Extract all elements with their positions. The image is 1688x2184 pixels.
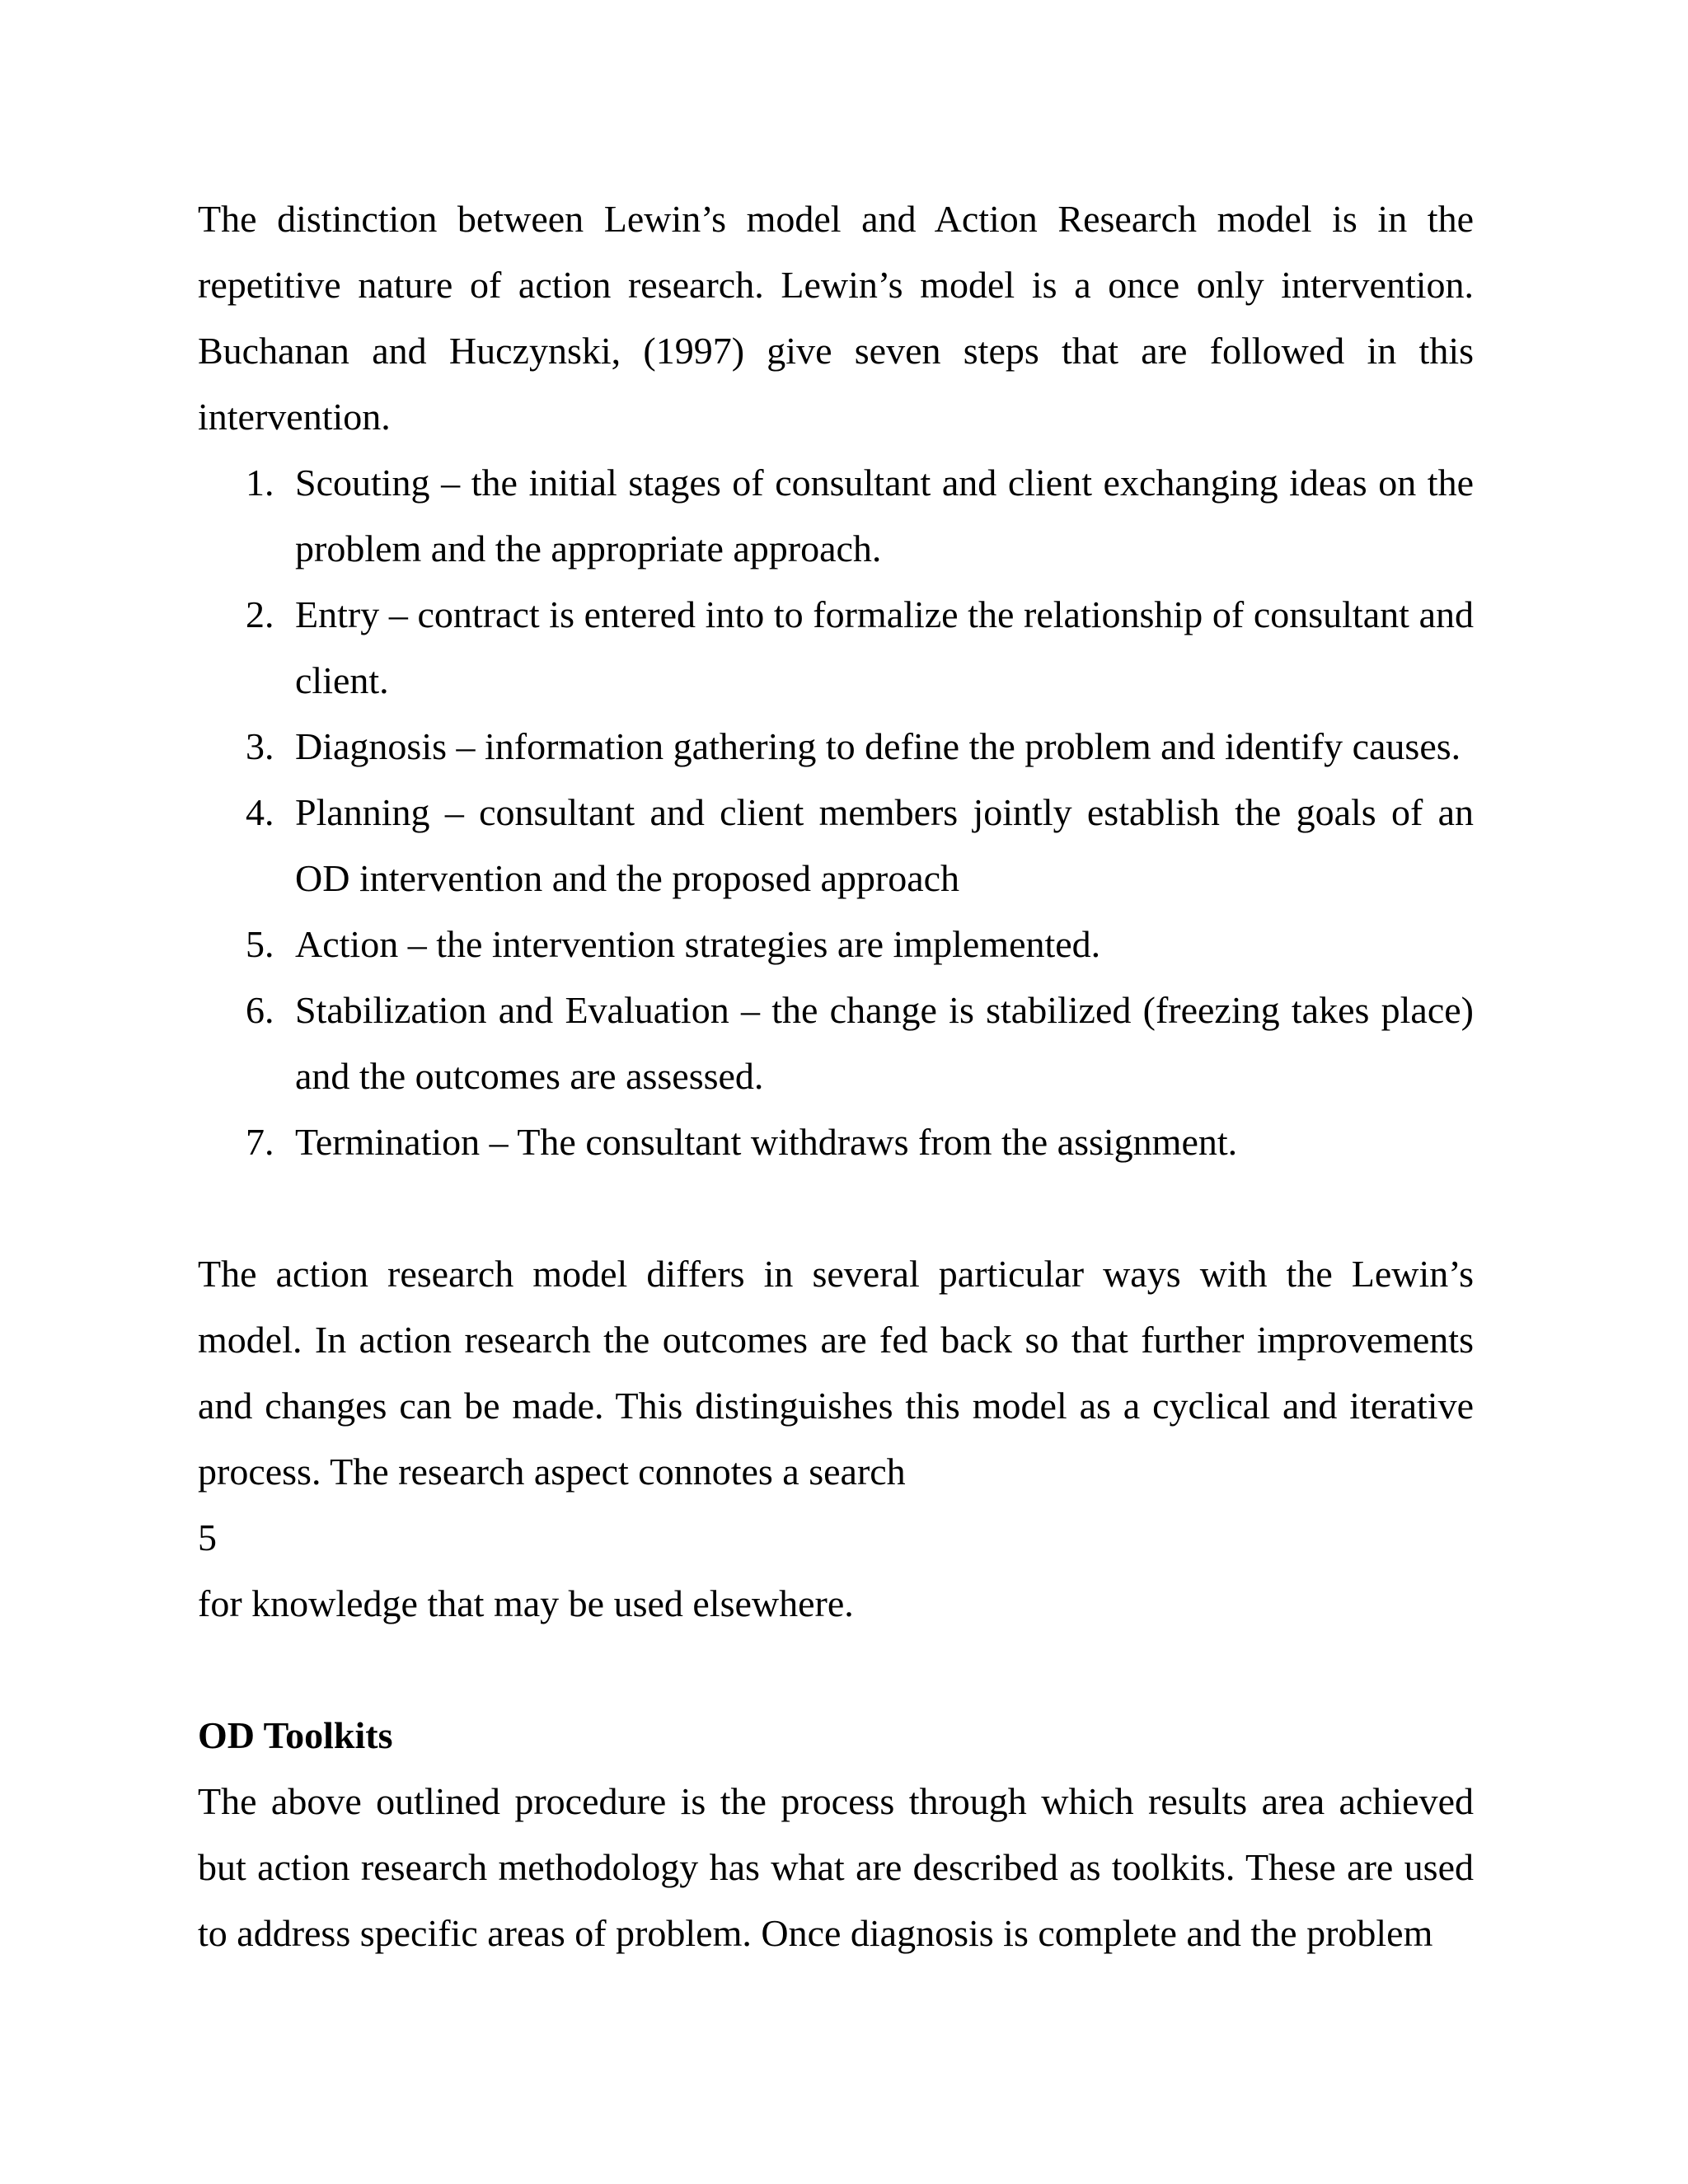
list-item <box>198 1109 1474 1175</box>
continuation-line: for knowledge that may be used elsewhere. <box>198 1582 854 1624</box>
list-item-text: Action – the intervention strategies are implemented. <box>295 923 1101 965</box>
list-item-number: 4. <box>246 791 274 833</box>
list-item <box>198 450 1474 582</box>
list-item-number: 7. <box>246 1121 274 1163</box>
page-number: 5 <box>198 1516 217 1558</box>
list-item-number: 2. <box>246 593 274 635</box>
list-item-number: 1. <box>246 462 274 504</box>
document-body <box>198 186 1474 1966</box>
list-item <box>198 912 1474 977</box>
list-item-text: Diagnosis – information gathering to define the problem and identify causes. <box>295 725 1461 767</box>
section-paragraph: The above outlined procedure is the process through which results area achieved but action research methodology has what are described as toolkits. These are used to address specific areas of problem. Once diagnosis is complete and the problem <box>198 1780 1474 1954</box>
intervention-steps-list <box>198 450 1474 1175</box>
list-item <box>198 714 1474 780</box>
list-item-number: 6. <box>246 989 274 1031</box>
list-item <box>198 977 1474 1109</box>
paragraph-spacer <box>198 1175 1474 1241</box>
list-item-number: 3. <box>246 725 274 767</box>
list-item-number: 5. <box>246 923 274 965</box>
second-paragraph: The action research model differs in several particular ways with the Lewin’s model. In action research the outcomes are fed back so that further improvements and changes can be made. This distinguishes this model as a cyclical and iterative process. The research aspect connotes a search <box>198 1253 1474 1493</box>
list-item <box>198 780 1474 912</box>
section-spacer <box>198 1637 1474 1703</box>
list-item-text: Entry – contract is entered into to formalize the relationship of consultant and client. <box>295 593 1474 701</box>
list-item-text: Scouting – the initial stages of consultant and client exchanging ideas on the problem and the appropriate approach. <box>295 462 1474 569</box>
intro-paragraph: The distinction between Lewin’s model and Action Research model is in the repetitive nature of action research. Lewin’s model is a once only intervention. Buchanan and Huczynski, (1997) give seven steps that are followed in this intervention. <box>198 198 1474 438</box>
list-item-text: Planning – consultant and client members jointly establish the goals of an OD intervention and the proposed approach <box>295 791 1474 899</box>
section-heading: OD Toolkits <box>198 1714 393 1756</box>
list-item-text: Stabilization and Evaluation – the change is stabilized (freezing takes place) and the outcomes are assessed. <box>295 989 1474 1097</box>
list-item <box>198 582 1474 714</box>
list-item-text: Termination – The consultant withdraws from the assignment. <box>295 1121 1238 1163</box>
